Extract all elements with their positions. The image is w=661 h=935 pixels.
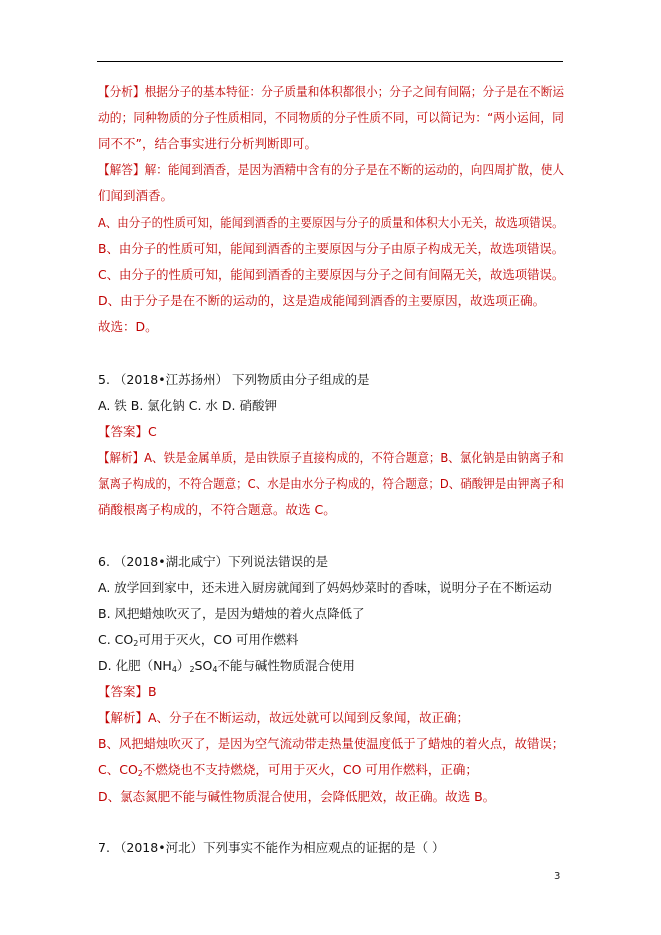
q6-title: 6. （2018•湖北咸宁）下列说法错误的是: [98, 554, 329, 569]
solution-option-d: D、由于分子是在不断的运动的，这是造成能闻到酒香的主要原因，故选项正确。: [98, 293, 546, 308]
q6-option-d-post: 不能与碱性物质混合使用: [217, 658, 355, 673]
q6-option-c-post: 可用于灭火，CO 可用作燃料: [138, 632, 299, 647]
q5-explanation-2: 氯离子构成的，不符合题意；C、水是由水分子构成的，符合题意；D、硝酸钾是由钾离子和: [98, 476, 564, 491]
q6-explanation-4: D、氯态氮肥不能与碱性物质混合使用，会降低肥效，故正确。故选 B。: [98, 789, 496, 804]
solution-line-1: 【解答】解：能闻到酒香，是因为酒精中含有的分子是在不断的运动的，向四周扩散，使人: [98, 162, 565, 177]
q6-explanation-1: 【解析】A、分子在不断运动，故远处就可以闻到反象闻，故正确；: [98, 710, 470, 725]
solution-option-a: A、由分子的性质可知，能闻到酒香的主要原因与分子的质量和体积大小无关，故选项错误。: [98, 215, 564, 230]
q5-options: A. 铁 B. 氯化钠 C. 水 D. 硝酸钾: [98, 398, 277, 413]
q6-option-d-pre: D. 化肥（NH: [98, 658, 172, 673]
q5-title: 5. （2018•江苏扬州） 下列物质由分子组成的是: [98, 372, 370, 387]
q5-explanation-1: 【解析】A、铁是金属单质，是由铁原子直接构成的，不符合题意；B、氯化钠是由钠离子和: [98, 450, 564, 465]
solution-option-c: C、由分子的性质可知，能闻到酒香的主要原因与分子之间有间隔无关，故选项错误。: [98, 267, 565, 282]
page-number: 3: [554, 871, 561, 882]
analysis-line-1: 【分析】根据分子的基本特征：分子质量和体积都很小；分子之间有间隔；分子是在不断运: [98, 84, 565, 99]
q7-title: 7. （2018•河北）下列事实不能作为相应观点的证据的是（ ）: [98, 840, 445, 855]
q6-option-c-subscript: 2: [133, 639, 139, 648]
q6-option-b: B. 风把蜡烛吹灭了，是因为蜡烛的着火点降低了: [98, 606, 365, 621]
q6-explanation-2: B、风把蜡烛吹灭了，是因为空气流动带走热量使温度低于了蜡烛的着火点，故错误；: [98, 736, 565, 751]
analysis-line-2: 动的；同种物质的分子性质相同，不同物质的分子性质不同，可以简记为：“两小运间，同: [98, 110, 564, 125]
header-rule: [97, 61, 563, 62]
q6-option-d-mid-2: SO: [194, 658, 213, 673]
solution-choice: 故选：D。: [98, 319, 158, 334]
solution-option-b: B、由分子的性质可知，能闻到酒香的主要原因与分子由原子构成无关，故选项错误。: [98, 241, 565, 256]
q6-option-d-sub-3: 4: [212, 665, 218, 674]
q6-option-c-pre: C. CO: [98, 632, 134, 647]
q6-option-c: [98, 632, 298, 652]
q6-option-d: [98, 658, 355, 678]
analysis-line-3: 同不不”，结合事实进行分析判断即可。: [98, 136, 317, 151]
q6-option-d-sub-1: 4: [171, 665, 177, 674]
q6-answer: 【答案】B: [98, 684, 157, 699]
q6-explanation-3-pre: C、CO: [98, 762, 138, 777]
q5-explanation-3: 硝酸根离子构成的，不符合题意。故选 C。: [98, 502, 336, 517]
solution-line-2: 们闻到酒香。: [98, 188, 174, 203]
q6-option-a: A. 放学回到家中，还未进入厨房就闻到了妈妈炒菜时的香味，说明分子在不断运动: [98, 580, 552, 595]
q6-explanation-3-post: 不燃烧也不支持燃烧，可用于灭火，CO 可用作燃料，正确；: [142, 762, 478, 777]
q5-answer: 【答案】C: [98, 424, 157, 439]
q6-explanation-3: [98, 762, 478, 782]
q6-option-d-mid: ）: [176, 658, 190, 673]
q6-explanation-3-subscript: 2: [137, 769, 143, 778]
q6-option-d-sub-2: 2: [189, 665, 195, 674]
